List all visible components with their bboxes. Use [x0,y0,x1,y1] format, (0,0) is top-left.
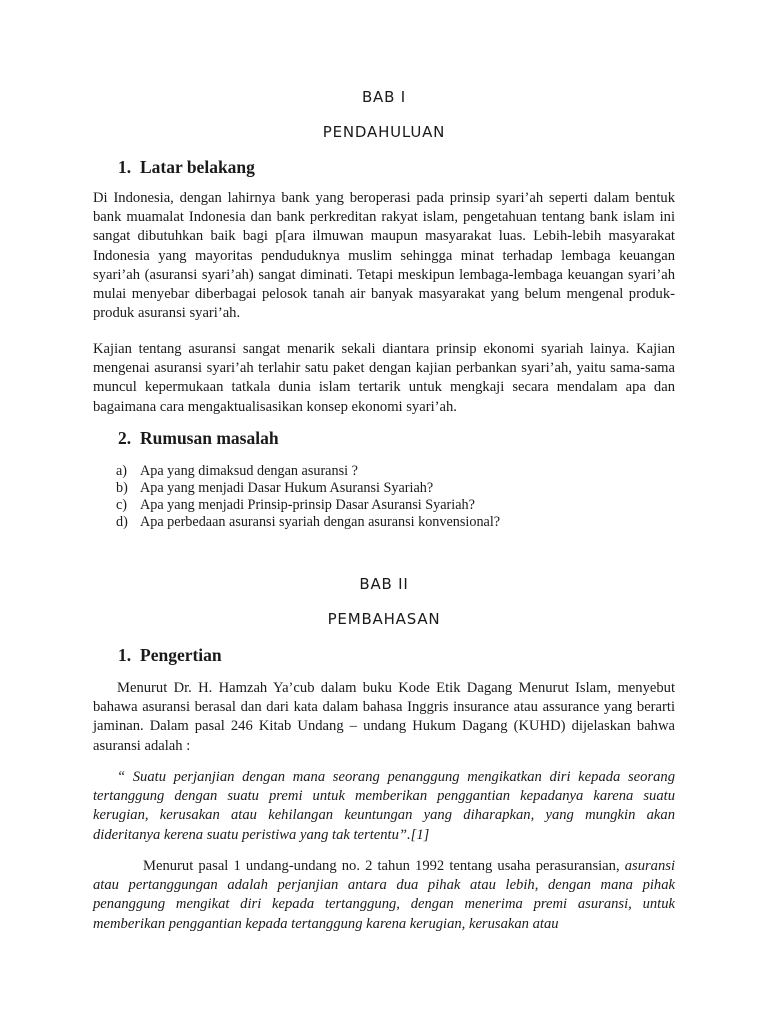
list-marker: d) [116,514,128,530]
problem-list [116,463,676,531]
list-item [116,497,676,514]
paragraph-pengertian-2 [93,857,675,934]
section-heading-text: Pengertian [140,645,222,665]
paragraph-latar-belakang-1: Di Indonesia, dengan lahirnya bank yang beroperasi pada prinsip syari’ah seperti dalam bentuk bank muamalat Indonesia dan bank perkreditan rakyat islam, pengetahuan tentang bank islam ini sangat dibutuhkan baik bagi p[ara ilmuwan maupun masyarakat luas. Lebih-lebih masyarakat Indonesia yang mayoritas penduduknya muslim sehingga minat terhadap lembaga keuangan syari’ah (asuransi syari’ah) sangat diminati. Tetapi meskipun lembaga-lembaga keuangan syari’ah mulai menyebar diberbagai pelosok tanah air banyak masyarakat yang belum mengenal produk-produk asuransi syari’ah. [93,190,675,322]
list-marker: a) [116,463,128,479]
footnote-link[interactable]: [1] [410,826,430,843]
list-item-text: Apa perbedaan asuransi syariah dengan asuransi konvensional? [140,514,501,530]
chapter-title-pembahasan: PEMBAHASAN [327,610,441,628]
section-heading-text: Rumusan masalah [140,428,279,448]
list-item [116,514,676,531]
section-heading-text: Latar belakang [140,157,255,177]
quote-text: “ Suatu perjanjian dengan mana seorang penanggung mengikatkan diri kepada seorang tertanggung dengan suatu premi untuk memberikan penggantian kepadanya karena suatu kerugian, kerusakan atau kehilangan keuntungan yang diharapkan, yang mungkin akan dideritanya kerena suatu peristiwa yang tak tertentu”. [93,769,675,843]
list-item [116,463,676,480]
section-number: 2. [118,428,132,448]
chapter-label-bab2: BAB II [359,575,409,593]
paragraph-italic-text: asuransi atau pertanggungan adalah perjanjian antara dua pihak atau lebih, dengan mana pihak penanggung mengikat diri kepada tertanggung, dengan menerima premi asuransi, untuk memberikan penggantian kepada tertanggung karena kerugian, kerusakan atau [93,858,675,932]
paragraph-pengertian-1: Menurut Dr. H. Hamzah Ya’cub dalam buku Kode Etik Dagang Menurut Islam, menyebut bahawa asuransi berasal dan dari kata dalam bahasa Inggris insurance atau assurance yang berarti jaminan. Dalam pasal 246 Kitab Undang – undang Hukum Dagang (KUHD) dijelaskan bahwa asuransi adalah : [93,680,675,754]
section-heading-latar-belakang [118,157,255,178]
list-marker: b) [116,480,128,496]
kuhd-quote [93,768,675,845]
section-number: 1. [118,645,132,665]
chapter-label-bab1: BAB I [361,88,407,106]
section-number: 1. [118,157,132,177]
list-item-text: Apa yang dimaksud dengan asuransi ? [140,463,358,479]
list-item-text: Apa yang menjadi Prinsip-prinsip Dasar Asuransi Syariah? [140,497,475,513]
chapter-title-pendahuluan: PENDAHULUAN [322,123,446,141]
section-heading-pengertian [118,645,222,666]
list-item [116,480,676,497]
list-marker: c) [116,497,128,513]
section-heading-rumusan-masalah [118,428,279,449]
paragraph-latar-belakang-2: Kajian tentang asuransi sangat menarik sekali diantara prinsip ekonomi syariah lainya. Kajian mengenai asuransi syari’ah terlahir satu paket dengan kajian perbankan syari’ah, yaitu sama-sama muncul kepermukaan tatkala dunia islam tertarik untuk mengkaji secara mendalam apa dan bagaimana cara mengaktualisasikan konsep ekonomi syari’ah. [93,341,675,415]
paragraph-lead-text: Menurut pasal 1 undang-undang no. 2 tahun 1992 tentang usaha perasuransian, [143,858,625,874]
list-item-text: Apa yang menjadi Dasar Hukum Asuransi Syariah? [140,480,434,496]
